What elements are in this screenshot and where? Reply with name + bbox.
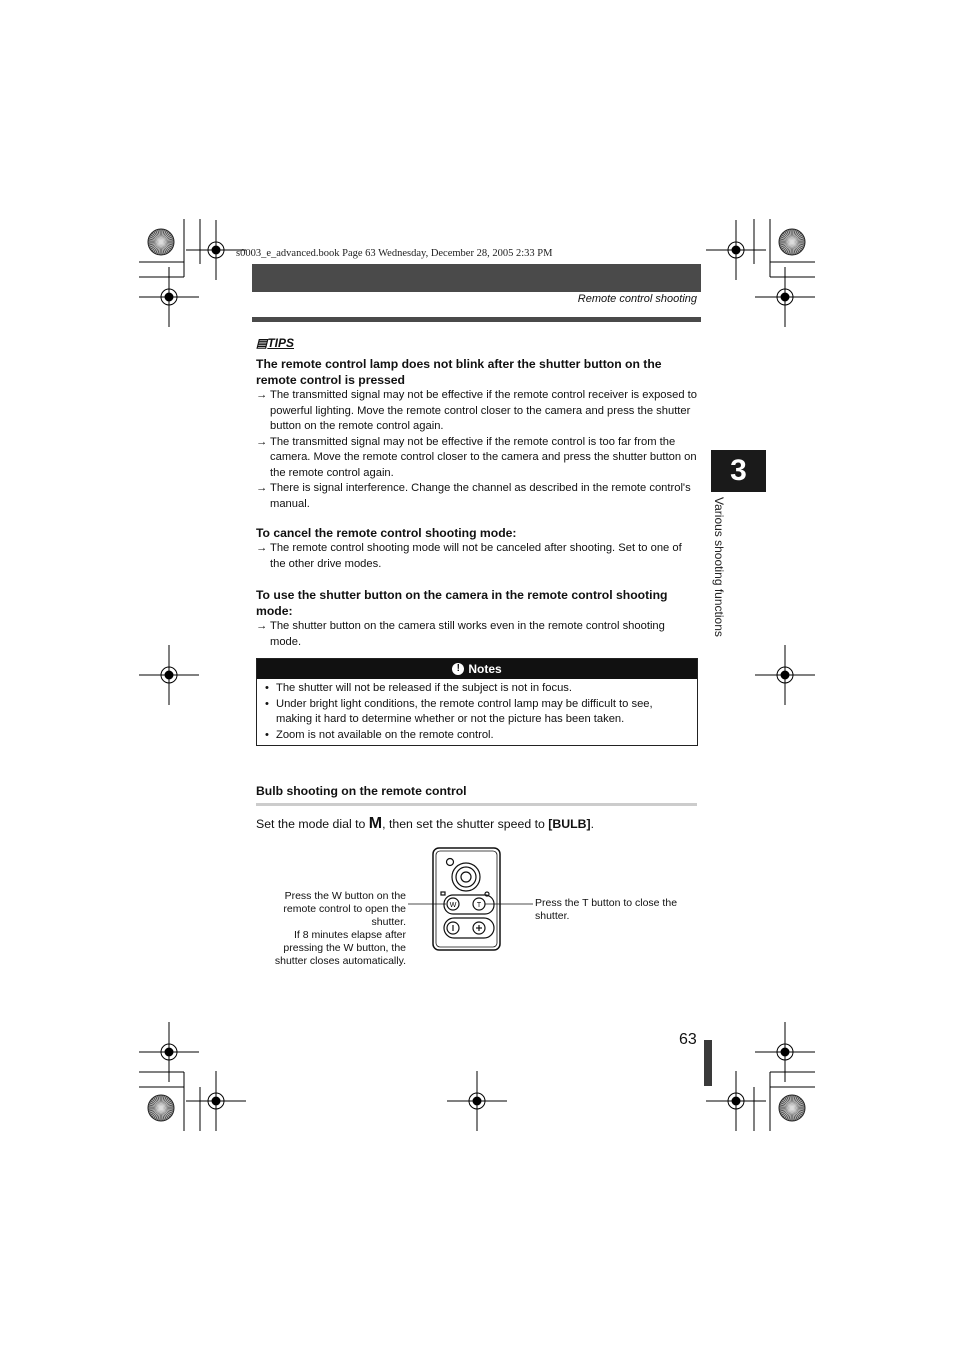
starburst-mark-icon <box>779 229 805 255</box>
list-item: → The transmitted signal may not be effective if the remote control receiver is exposed to powerful lighting. Move the remote control closer to the camera and press the shutter button on the remote control again. <box>256 389 697 432</box>
bulb-value: [BULB] <box>548 817 591 831</box>
bullet-icon: • <box>265 728 269 741</box>
tips-text: TIPS <box>267 336 295 350</box>
list-item: → The transmitted signal may not be effective if the remote control is too far from the camera. Move the remote control closer to the camera and press the shutter button on the remote control again. <box>256 435 697 479</box>
notes-list <box>257 679 697 743</box>
registration-mark-icon <box>755 1022 815 1082</box>
remote-control-illustration <box>400 845 540 955</box>
bulb-heading-rule <box>256 803 697 806</box>
tips-icon: ▤ <box>256 336 268 350</box>
starburst-mark-icon <box>148 229 174 255</box>
w-button: W <box>449 902 457 909</box>
t-button-callout: Press the T button to close the shutter. <box>535 897 678 922</box>
w-button-callout: Press the W button on the remote control to open the shutter. If 8 minutes elapse after pressing the W button, the shutter closes automatically. <box>274 890 406 967</box>
registration-mark-icon <box>706 220 766 280</box>
list-item: • Zoom is not available on the remote control. <box>265 728 689 744</box>
file-header: s0003_e_advanced.book Page 63 Wednesday, December 28, 2005 2:33 PM <box>236 248 553 259</box>
camera-shutter-section <box>256 587 698 650</box>
starburst-mark-icon <box>779 1095 805 1121</box>
bullet-icon: • <box>265 697 269 710</box>
tips-section <box>256 356 698 512</box>
bulb-instruction: Set the mode dial to M, then set the shutter speed to [BULB]. <box>256 815 595 832</box>
list-item: → The shutter button on the camera still works even in the remote control shooting mode. <box>256 620 665 648</box>
chapter-tab: 3 <box>711 450 766 492</box>
chapter-label <box>712 497 728 657</box>
arrow-icon: → <box>256 620 268 632</box>
arrow-icon: → <box>256 389 268 401</box>
notes-box <box>256 658 698 746</box>
registration-mark-icon <box>447 1071 507 1131</box>
registration-mark-icon <box>139 645 199 705</box>
warning-icon: ! <box>452 663 464 675</box>
list-item: • Under bright light conditions, the remote control lamp may be difficult to see, making it hard to determine whether or not the picture has been taken. <box>265 697 653 725</box>
registration-mark-icon <box>186 1071 246 1131</box>
list-item: → The remote control shooting mode will not be canceled after shooting. Set to one of the other drive modes. <box>256 542 682 570</box>
header-rule <box>252 317 701 322</box>
page-number-bar <box>704 1040 712 1086</box>
arrow-icon: → <box>256 542 268 554</box>
notes-label: Notes <box>468 662 502 676</box>
registration-mark-icon <box>706 1071 766 1131</box>
registration-mark-icon <box>139 1022 199 1082</box>
section-title: Remote control shooting <box>577 293 697 305</box>
registration-mark-icon <box>139 267 199 327</box>
arrow-icon: → <box>256 435 268 448</box>
cancel-section <box>256 525 698 572</box>
registration-mark-icon <box>755 267 815 327</box>
page-number: 63 <box>679 1031 697 1048</box>
cancel-heading: To cancel the remote control shooting mode: <box>256 526 517 540</box>
arrow-icon: → <box>256 482 268 494</box>
list-item: • The shutter will not be released if the subject is not in focus. <box>265 681 689 697</box>
list-item: → There is signal interference. Change the channel as described in the remote control's manual. <box>256 482 691 510</box>
registration-mark-icon <box>755 645 815 705</box>
chapter-label-text: Various shooting functions <box>712 497 726 637</box>
bulb-heading: Bulb shooting on the remote control <box>256 784 467 798</box>
starburst-mark-icon <box>148 1095 174 1121</box>
tips-label <box>256 336 294 350</box>
camera-shutter-heading: To use the shutter button on the camera in the remote control shooting mode: <box>256 588 668 618</box>
mode-m-icon: M <box>368 815 383 832</box>
t-button: T <box>476 902 482 909</box>
notes-header <box>257 659 697 679</box>
tips-heading: The remote control lamp does not blink after the shutter button on the remote control is pressed <box>256 357 662 387</box>
header-bar <box>252 264 701 292</box>
bullet-icon: • <box>265 682 269 694</box>
